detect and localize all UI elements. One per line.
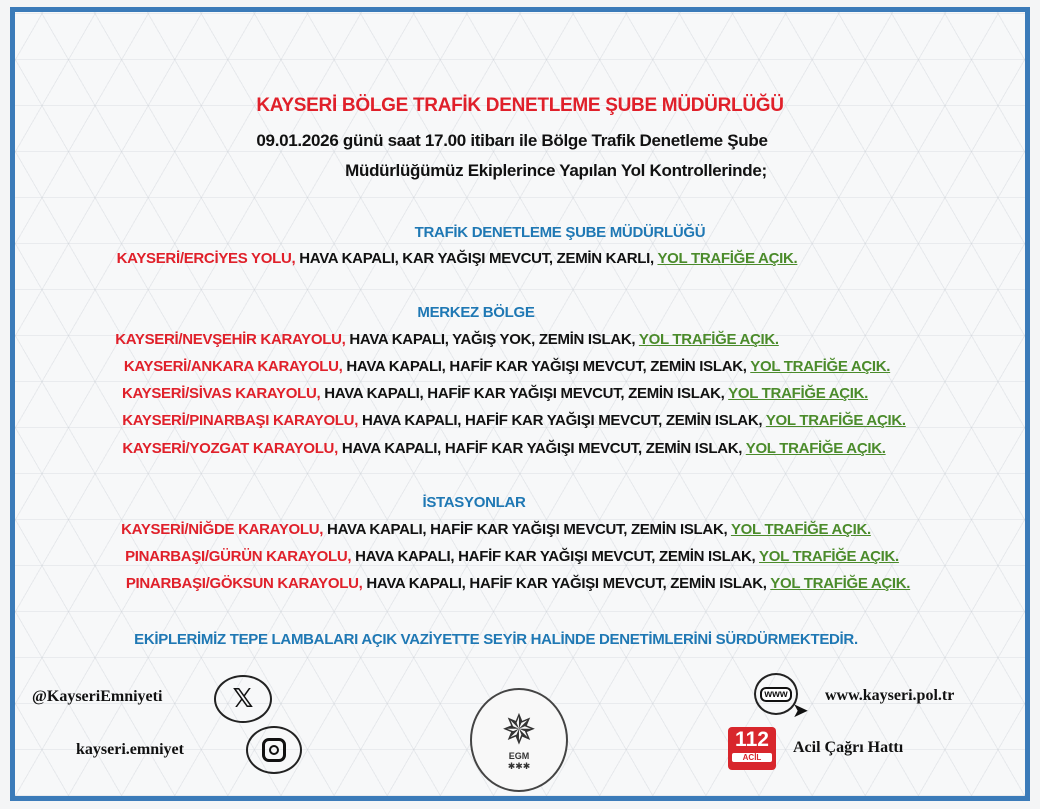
- road-name: KAYSERİ/ANKARA KARAYOLU,: [123, 358, 343, 375]
- website-link[interactable]: www.kayseri.pol.tr: [825, 687, 955, 704]
- road-status: YOL TRAFİĞE AÇIK.: [657, 250, 798, 267]
- footer-note: EKİPLERİMİZ TEPE LAMBALARI AÇIK VAZİYETTE SEYİR HALİNDE DENETİMLERİNİ SÜRDÜRMEKTEDİR.: [134, 631, 858, 648]
- road-row: [0, 331, 967, 348]
- road-row: [0, 250, 977, 267]
- road-condition: HAVA KAPALI, HAFİF KAR YAĞIŞI MEVCUT, ZEMİN ISLAK,: [351, 548, 759, 565]
- logo-abbr: EGM: [508, 750, 530, 761]
- globe-www-icon[interactable]: www: [754, 673, 798, 715]
- emergency-label: Acil Çağrı Hattı: [793, 739, 904, 756]
- instagram-handle[interactable]: kayseri.emniyet: [76, 741, 184, 758]
- section-title: TRAFİK DENETLEME ŞUBE MÜDÜRLÜĞÜ: [414, 224, 706, 241]
- road-condition: HAVA KAPALI, HAFİF KAR YAĞIŞI MEVCUT, ZEMİN ISLAK,: [362, 575, 771, 592]
- road-status: YOL TRAFİĞE AÇIK.: [750, 358, 891, 375]
- road-name: KAYSERİ/NİĞDE KARAYOLU,: [121, 521, 324, 538]
- emergency-112-badge: 112 ACİL: [728, 727, 776, 770]
- police-logo: ✵ EGM ✱✱✱: [470, 688, 568, 792]
- twitter-handle[interactable]: @KayseriEmniyeti: [32, 688, 163, 705]
- road-row: [0, 548, 1032, 565]
- road-status: YOL TRAFİĞE AÇIK.: [759, 548, 899, 565]
- road-status: YOL TRAFİĞE AÇIK.: [728, 385, 869, 402]
- page-title: KAYSERİ BÖLGE TRAFİK DENETLEME ŞUBE MÜDÜRLÜĞÜ: [256, 95, 784, 116]
- road-status: YOL TRAFİĞE AÇIK.: [745, 440, 886, 457]
- road-status: YOL TRAFİĞE AÇIK.: [730, 521, 871, 538]
- road-condition: HAVA KAPALI, HAFİF KAR YAĞIŞI MEVCUT, ZEMİN ISLAK,: [337, 440, 746, 457]
- road-condition: HAVA KAPALI, YAĞIŞ YOK, ZEMİN ISLAK,: [345, 331, 639, 348]
- road-name: KAYSERİ/ERCİYES YOLU,: [116, 250, 296, 267]
- road-status: YOL TRAFİĞE AÇIK.: [638, 331, 779, 348]
- road-name: PINARBAŞI/GÜRÜN KARAYOLU,: [125, 548, 352, 565]
- road-row: [0, 575, 1038, 592]
- intro-line-2: Müdürlüğümüz Ekiplerince Yapılan Yol Kontrollerinde;: [345, 161, 767, 180]
- instagram-icon[interactable]: [246, 726, 302, 774]
- road-row: [0, 521, 1016, 538]
- road-name: KAYSERİ/NEVŞEHİR KARAYOLU,: [115, 331, 346, 348]
- document-frame: [10, 7, 1030, 801]
- road-condition: HAVA KAPALI, HAFİF KAR YAĞIŞI MEVCUT, ZEMİN ISLAK,: [342, 358, 751, 375]
- road-row: [0, 358, 1027, 375]
- road-row: [0, 412, 1034, 429]
- road-status: YOL TRAFİĞE AÇIK.: [770, 575, 911, 592]
- road-name: KAYSERİ/PINARBAŞI KARAYOLU,: [122, 412, 359, 429]
- road-condition: HAVA KAPALI, HAFİF KAR YAĞIŞI MEVCUT, ZEMİN ISLAK,: [320, 385, 729, 402]
- road-condition: HAVA KAPALI, HAFİF KAR YAĞIŞI MEVCUT, ZEMİN ISLAK,: [323, 521, 731, 538]
- section-title: MERKEZ BÖLGE: [417, 304, 535, 321]
- road-name: KAYSERİ/SİVAS KARAYOLU,: [121, 385, 321, 402]
- road-row: [0, 440, 1024, 457]
- cursor-icon: ➤: [792, 700, 809, 722]
- road-name: KAYSERİ/YOZGAT KARAYOLU,: [122, 440, 338, 457]
- intro-line-1: 09.01.2026 günü saat 17.00 itibarı ile Bölge Trafik Denetleme Şube: [256, 131, 768, 150]
- road-row: [0, 385, 1015, 402]
- star-emblem-icon: ✵: [501, 705, 537, 753]
- road-name: PINARBAŞI/GÖKSUN KARAYOLU,: [125, 575, 363, 592]
- section-title: İSTASYONLAR: [422, 494, 526, 511]
- road-status: YOL TRAFİĞE AÇIK.: [765, 412, 906, 429]
- road-condition: HAVA KAPALI, KAR YAĞIŞI MEVCUT, ZEMİN KARLI,: [295, 250, 658, 267]
- road-condition: HAVA KAPALI, HAFİF KAR YAĞIŞI MEVCUT, ZEMİN ISLAK,: [358, 412, 766, 429]
- x-logo-icon[interactable]: 𝕏: [214, 675, 272, 723]
